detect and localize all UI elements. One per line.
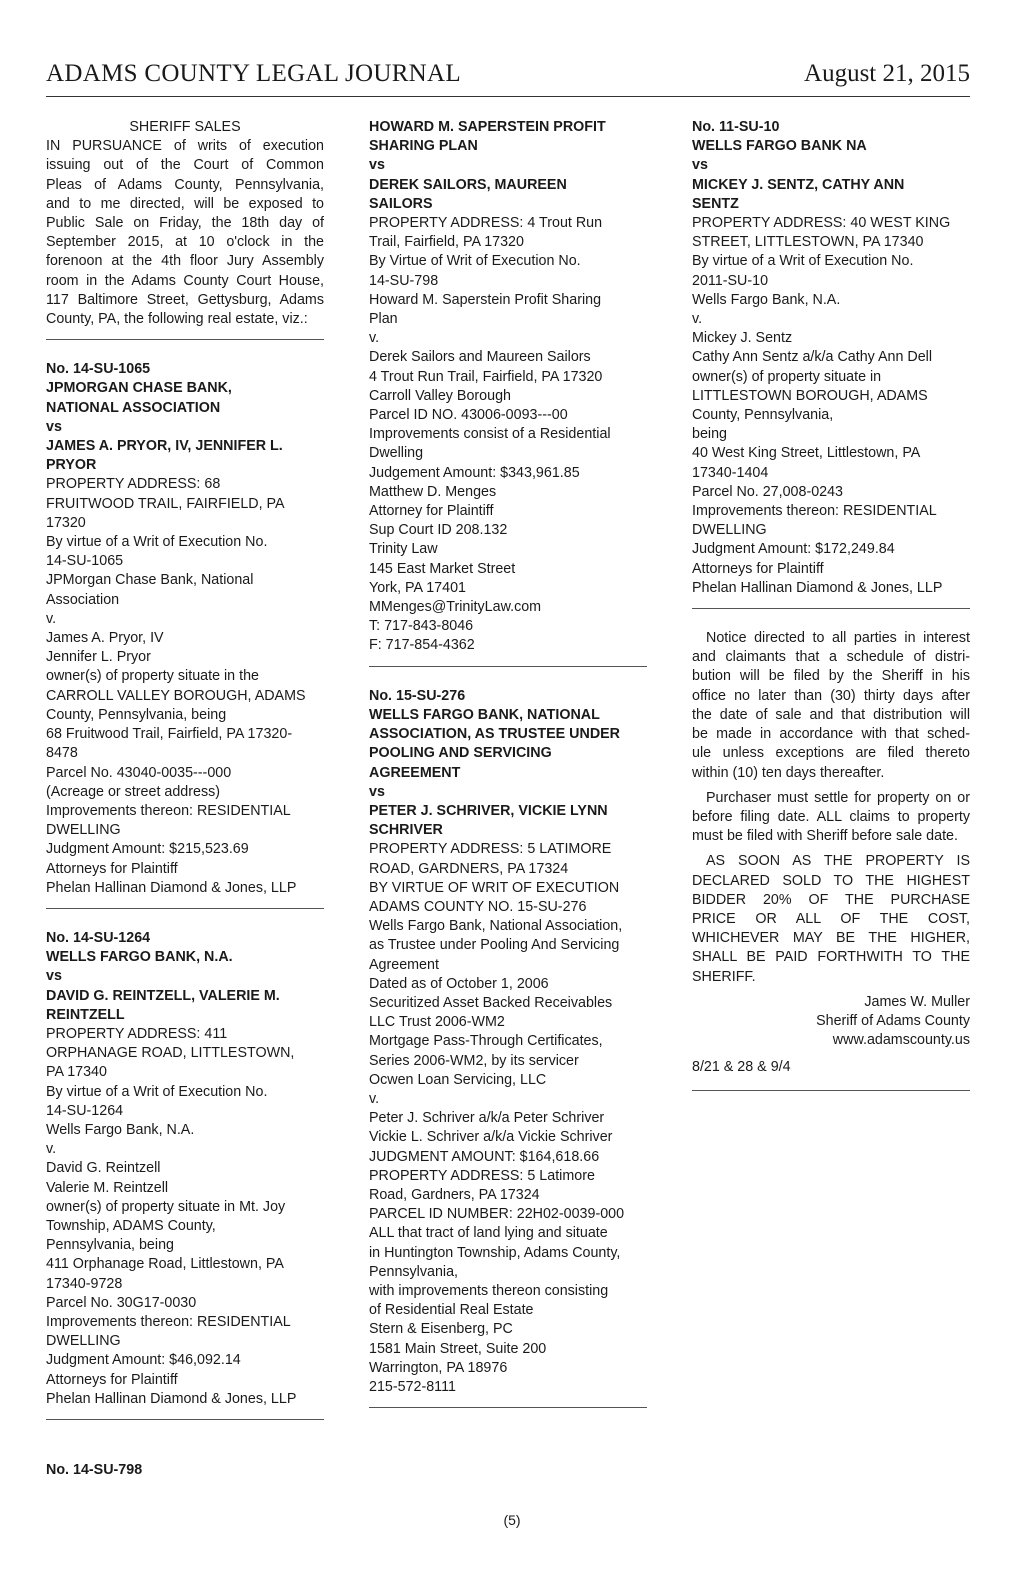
case-line: By virtue of a Writ of Execution No. bbox=[692, 253, 914, 270]
plaintiff: WELLS FARGO BANK NA bbox=[692, 138, 867, 155]
case-line: By virtue of a Writ of Execution No. bbox=[46, 534, 268, 551]
case-line: PROPERTY ADDRESS: 40 WEST KING bbox=[692, 215, 951, 232]
case-line: of Residential Real Estate bbox=[369, 1302, 534, 1319]
case-line: T: 717-843-8046 bbox=[369, 618, 474, 635]
sheriff-name: James W. Muller bbox=[864, 993, 970, 1010]
case-line: 411 Orphanage Road, Littlestown, PA bbox=[46, 1256, 284, 1273]
case-line: 40 West King Street, Littlestown, PA bbox=[692, 445, 921, 462]
case-line: Attorneys for Plaintiff bbox=[46, 860, 178, 877]
notice-line: BIDDER 20% OF THE PURCHASE bbox=[692, 891, 970, 908]
payment-notice bbox=[692, 852, 970, 986]
case-line: PA 17340 bbox=[46, 1064, 107, 1081]
case-line: Mickey J. Sentz bbox=[692, 330, 793, 347]
case-line: Attorney for Plaintiff bbox=[369, 503, 494, 520]
case-line: 14-SU-1065 bbox=[46, 553, 124, 570]
case-line: Carroll Valley Borough bbox=[369, 387, 511, 404]
case-line: 1581 Main Street, Suite 200 bbox=[369, 1340, 547, 1357]
case-line: DWELLING bbox=[692, 522, 767, 539]
case-line: CARROLL VALLEY BOROUGH, ADAMS bbox=[46, 687, 306, 704]
case-line: By Virtue of Writ of Execution No. bbox=[369, 253, 581, 270]
case-line: ADAMS COUNTY NO. 15-SU-276 bbox=[369, 898, 587, 915]
case-line: 145 East Market Street bbox=[369, 560, 516, 577]
case-line: Phelan Hallinan Diamond & Jones, LLP bbox=[46, 1390, 297, 1407]
case-line: Judgement Amount: $343,961.85 bbox=[369, 464, 580, 481]
plaintiff: HOWARD M. SAPERSTEIN PROFIT bbox=[369, 119, 606, 135]
distribution-notice bbox=[692, 629, 970, 783]
case-14-su-1065 bbox=[46, 360, 324, 898]
divider bbox=[46, 1419, 324, 1420]
case-line: Parcel No. 43040-0035---000 bbox=[46, 764, 232, 781]
case-line: 68 Fruitwood Trail, Fairfield, PA 17320- bbox=[46, 726, 293, 743]
sheriff-title: Sheriff of Adams County bbox=[816, 1012, 970, 1029]
notice-line: office no later than (30) thirty days after bbox=[692, 687, 970, 704]
case-line: 2011-SU-10 bbox=[692, 272, 769, 289]
plaintiff: POOLING AND SERVICING bbox=[369, 745, 552, 762]
case-line: Judgment Amount: $172,249.84 bbox=[692, 541, 895, 558]
case-line: Attorneys for Plaintiff bbox=[46, 1371, 178, 1388]
notice-line: DECLARED SOLD TO THE HIGHEST bbox=[692, 872, 970, 889]
notice-line: AS SOON AS THE PROPERTY IS bbox=[706, 853, 970, 870]
case-line: Vickie L. Schriver a/k/a Vickie Schriver bbox=[369, 1129, 613, 1146]
intro-section bbox=[46, 118, 324, 329]
case-line: owner(s) of property situate in bbox=[692, 368, 882, 385]
case-line: Trail, Fairfield, PA 17320 bbox=[369, 234, 524, 251]
notice-line: must be filed with Sheriff before sale date. bbox=[692, 828, 958, 845]
case-line: Improvements consist of a Residential bbox=[369, 426, 611, 443]
case-line: Parcel No. 30G17-0030 bbox=[46, 1294, 197, 1311]
versus: vs bbox=[692, 157, 708, 174]
journal-header bbox=[46, 58, 970, 97]
case-line: Jennifer L. Pryor bbox=[46, 649, 151, 666]
case-line: being bbox=[692, 426, 727, 443]
defendant: REINTZELL bbox=[46, 1006, 125, 1023]
case-line: v. bbox=[46, 610, 57, 627]
notice-line: SHALL BE PAID FORTHWITH TO THE bbox=[692, 949, 970, 966]
case-line: Securitized Asset Backed Receivables bbox=[369, 994, 613, 1011]
case-line: DWELLING bbox=[46, 822, 121, 839]
case-line: Phelan Hallinan Diamond & Jones, LLP bbox=[692, 579, 943, 596]
defendant: SCHRIVER bbox=[369, 822, 443, 839]
case-line: ROAD, GARDNERS, PA 17324 bbox=[369, 860, 569, 877]
defendant: SAILORS bbox=[369, 195, 433, 212]
notice-line: bution will be filed by the Sheriff in his bbox=[692, 668, 970, 685]
dates-text: 8/21 & 28 & 9/4 bbox=[692, 1059, 791, 1076]
divider bbox=[46, 908, 324, 909]
plaintiff: AGREEMENT bbox=[369, 764, 461, 781]
case-line: v. bbox=[369, 1090, 380, 1107]
case-number: No. 14-SU-1264 bbox=[46, 929, 151, 946]
intro-line: IN PURSUANCE of writs of execution bbox=[46, 138, 324, 155]
case-line: with improvements thereon consisting bbox=[369, 1282, 609, 1299]
divider bbox=[369, 1407, 647, 1408]
case-line: BY VIRTUE OF WRIT OF EXECUTION bbox=[369, 879, 620, 896]
continued-case-number: No. 14-SU-798 bbox=[46, 1462, 143, 1478]
intro-paragraph bbox=[46, 137, 324, 329]
case-line: James A. Pryor, IV bbox=[46, 630, 164, 647]
case-line: F: 717-854-4362 bbox=[369, 637, 475, 654]
case-line: Wells Fargo Bank, N.A. bbox=[692, 291, 841, 308]
case-line: Warrington, PA 18976 bbox=[369, 1359, 508, 1376]
case-line: FRUITWOOD TRAIL, FAIRFIELD, PA bbox=[46, 495, 285, 512]
case-line: v. bbox=[692, 311, 703, 328]
issue-date: August 21, 2015 bbox=[804, 60, 970, 87]
divider bbox=[46, 339, 324, 340]
case-line: STREET, LITTLESTOWN, PA 17340 bbox=[692, 234, 924, 251]
case-line: PARCEL ID NUMBER: 22H02-0039-000 bbox=[369, 1206, 625, 1223]
versus: vs bbox=[46, 418, 62, 435]
case-line: Improvements thereon: RESIDENTIAL bbox=[692, 503, 937, 520]
case-line: Wells Fargo Bank, N.A. bbox=[46, 1121, 195, 1138]
case-line: owner(s) of property situate in Mt. Joy bbox=[46, 1198, 286, 1215]
case-line: By virtue of a Writ of Execution No. bbox=[46, 1083, 268, 1100]
intro-line: County, PA, the following real estate, viz.: bbox=[46, 311, 308, 328]
plaintiff: JPMORGAN CHASE BANK, bbox=[46, 380, 232, 397]
case-line: owner(s) of property situate in the bbox=[46, 668, 259, 685]
notice-line: within (10) ten days thereafter. bbox=[692, 764, 885, 781]
notice-line: PRICE OR ALL OF THE COST, bbox=[692, 910, 970, 927]
case-line: Valerie M. Reintzell bbox=[46, 1179, 169, 1196]
case-line: Road, Gardners, PA 17324 bbox=[369, 1186, 540, 1203]
column-3 bbox=[692, 118, 970, 1111]
case-line: County, Pennsylvania, bbox=[692, 407, 834, 424]
defendant: JAMES A. PRYOR, IV, JENNIFER L. bbox=[46, 438, 283, 455]
intro-line: September 2015, at 10 o'clock in the bbox=[46, 234, 324, 251]
case-line: v. bbox=[46, 1141, 57, 1158]
case-line: Derek Sailors and Maureen Sailors bbox=[369, 349, 591, 366]
case-line: David G. Reintzell bbox=[46, 1160, 161, 1177]
case-line: PROPERTY ADDRESS: 411 bbox=[46, 1025, 228, 1042]
case-line: PROPERTY ADDRESS: 4 Trout Run bbox=[369, 215, 603, 232]
divider bbox=[692, 608, 970, 609]
defendant: PRYOR bbox=[46, 457, 97, 474]
case-line: 14-SU-798 bbox=[369, 272, 439, 289]
case-line: 14-SU-1264 bbox=[46, 1102, 124, 1119]
plaintiff: SHARING PLAN bbox=[369, 138, 478, 155]
defendant: DAVID G. REINTZELL, VALERIE M. bbox=[46, 987, 280, 1004]
notice-line: Purchaser must settle for property on or bbox=[706, 789, 970, 806]
case-line: Agreement bbox=[369, 956, 439, 973]
versus: vs bbox=[46, 968, 62, 985]
defendant: SENTZ bbox=[692, 195, 739, 212]
case-line: 17340-1404 bbox=[692, 464, 769, 481]
intro-line: Public Sale on Friday, the 18th day of bbox=[46, 215, 324, 232]
notice-line: WHICHEVER MAY BE THE HIGHER, bbox=[692, 930, 970, 947]
case-line: County, Pennsylvania, being bbox=[46, 706, 227, 723]
case-line: Pennsylvania, bbox=[369, 1263, 459, 1280]
case-line: ORPHANAGE ROAD, LITTLESTOWN, bbox=[46, 1045, 295, 1062]
intro-line: forenoon at the 4th floor Jury Assembly bbox=[46, 253, 324, 270]
case-line: 8478 bbox=[46, 745, 78, 762]
case-line: LLC Trust 2006-WM2 bbox=[369, 1014, 505, 1031]
case-line: JPMorgan Chase Bank, National bbox=[46, 572, 254, 589]
intro-line: issuing out of the Court of Common bbox=[46, 157, 324, 174]
case-line: York, PA 17401 bbox=[369, 579, 466, 596]
case-line: JUDGMENT AMOUNT: $164,618.66 bbox=[369, 1148, 600, 1165]
case-number: No. 14-SU-1065 bbox=[46, 361, 151, 378]
case-line: Series 2006-WM2, by its servicer bbox=[369, 1052, 579, 1069]
page-number: (5) bbox=[503, 1512, 521, 1528]
intro-line: Pleas of Adams County, Pennsylvania, bbox=[46, 176, 324, 193]
case-line: Stern & Eisenberg, PC bbox=[369, 1321, 513, 1338]
case-line: Association bbox=[46, 591, 120, 608]
case-line: PROPERTY ADDRESS: 5 LATIMORE bbox=[369, 841, 612, 858]
case-line: Township, ADAMS County, bbox=[46, 1217, 216, 1234]
case-line: 17340-9728 bbox=[46, 1275, 123, 1292]
case-line: ALL that tract of land lying and situate bbox=[369, 1225, 608, 1242]
case-number: No. 11-SU-10 bbox=[692, 119, 780, 135]
case-line: Phelan Hallinan Diamond & Jones, LLP bbox=[46, 879, 297, 896]
case-line: Cathy Ann Sentz a/k/a Cathy Ann Dell bbox=[692, 349, 933, 366]
intro-line: and to me directed, will be exposed to bbox=[46, 195, 324, 212]
case-line: Ocwen Loan Servicing, LLC bbox=[369, 1071, 547, 1088]
intro-line: 117 Baltimore Street, Gettysburg, Adams bbox=[46, 291, 324, 308]
case-line: 215-572-8111 bbox=[369, 1379, 456, 1395]
case-line: Judgment Amount: $46,092.14 bbox=[46, 1352, 241, 1369]
case-line: Dated as of October 1, 2006 bbox=[369, 975, 549, 992]
case-line: Howard M. Saperstein Profit Sharing bbox=[369, 291, 602, 308]
plaintiff: ASSOCIATION, AS TRUSTEE UNDER bbox=[369, 726, 621, 743]
case-line: Improvements thereon: RESIDENTIAL bbox=[46, 802, 291, 819]
case-line: Matthew D. Menges bbox=[369, 483, 497, 500]
case-line: LITTLESTOWN BOROUGH, ADAMS bbox=[692, 387, 928, 404]
settlement-notice bbox=[692, 789, 970, 847]
case-line: Plan bbox=[369, 311, 398, 328]
case-14-su-1264 bbox=[46, 929, 324, 1409]
publication-dates bbox=[692, 1058, 970, 1077]
notice-line: the date of sale and that distribution will bbox=[692, 706, 970, 723]
case-number: No. 15-SU-276 bbox=[369, 687, 466, 704]
county-website: www.adamscounty.us bbox=[832, 1032, 970, 1049]
case-line: Parcel ID NO. 43006-0093---00 bbox=[369, 407, 568, 424]
case-line: Judgment Amount: $215,523.69 bbox=[46, 841, 249, 858]
case-15-su-276 bbox=[369, 687, 647, 1398]
case-line: Dwelling bbox=[369, 445, 424, 462]
versus: vs bbox=[369, 157, 385, 174]
defendant: MICKEY J. SENTZ, CATHY ANN bbox=[692, 176, 905, 193]
notice-line: and claimants that a schedule of distri- bbox=[692, 649, 970, 666]
case-line: Sup Court ID 208.132 bbox=[369, 522, 508, 539]
case-line: DWELLING bbox=[46, 1333, 121, 1350]
divider bbox=[369, 666, 647, 667]
case-line: Peter J. Schriver a/k/a Peter Schriver bbox=[369, 1110, 605, 1127]
case-line: 17320 bbox=[46, 514, 86, 531]
plaintiff: WELLS FARGO BANK, NATIONAL bbox=[369, 706, 600, 723]
defendant: DEREK SAILORS, MAUREEN bbox=[369, 176, 567, 193]
case-line: v. bbox=[369, 330, 380, 347]
notice-line: SHERIFF. bbox=[692, 968, 756, 985]
case-line: 4 Trout Run Trail, Fairfield, PA 17320 bbox=[369, 368, 603, 385]
case-line: Trinity Law bbox=[369, 541, 438, 558]
case-line: Parcel No. 27,008-0243 bbox=[692, 483, 844, 500]
notice-line: be made in accordance with that sched- bbox=[692, 726, 970, 743]
notice-line: ule unless exceptions are filed thereto bbox=[692, 745, 970, 762]
case-line: as Trustee under Pooling And Servicing bbox=[369, 937, 620, 954]
case-11-su-10 bbox=[692, 118, 970, 598]
case-line: Attorneys for Plaintiff bbox=[692, 560, 824, 577]
column-1 bbox=[46, 118, 324, 1440]
divider bbox=[692, 1090, 970, 1091]
case-line: PROPERTY ADDRESS: 68 bbox=[46, 476, 221, 493]
intro-line: room in the Adams County Court House, bbox=[46, 272, 324, 289]
section-heading: SHERIFF SALES bbox=[129, 119, 241, 135]
column-2 bbox=[369, 118, 647, 1428]
defendant: PETER J. SCHRIVER, VICKIE LYNN bbox=[369, 802, 608, 819]
case-14-su-798 bbox=[369, 118, 647, 656]
case-line: MMenges@TrinityLaw.com bbox=[369, 599, 542, 616]
notice-line: before filing date. ALL claims to property bbox=[692, 808, 970, 825]
journal-title: ADAMS COUNTY LEGAL JOURNAL bbox=[46, 60, 461, 87]
case-line: Wells Fargo Bank, National Association, bbox=[369, 918, 623, 935]
case-line: (Acreage or street address) bbox=[46, 783, 221, 800]
case-line: in Huntington Township, Adams County, bbox=[369, 1244, 621, 1261]
case-line: Mortgage Pass-Through Certificates, bbox=[369, 1033, 603, 1050]
notice-line: Notice directed to all parties in interest bbox=[706, 630, 970, 647]
versus: vs bbox=[369, 783, 385, 800]
case-line: PROPERTY ADDRESS: 5 Latimore bbox=[369, 1167, 595, 1184]
plaintiff: NATIONAL ASSOCIATION bbox=[46, 399, 221, 416]
case-line: Improvements thereon: RESIDENTIAL bbox=[46, 1313, 291, 1330]
case-line: Pennsylvania, being bbox=[46, 1237, 174, 1254]
sheriff-signature bbox=[692, 993, 970, 1051]
plaintiff: WELLS FARGO BANK, N.A. bbox=[46, 949, 233, 966]
